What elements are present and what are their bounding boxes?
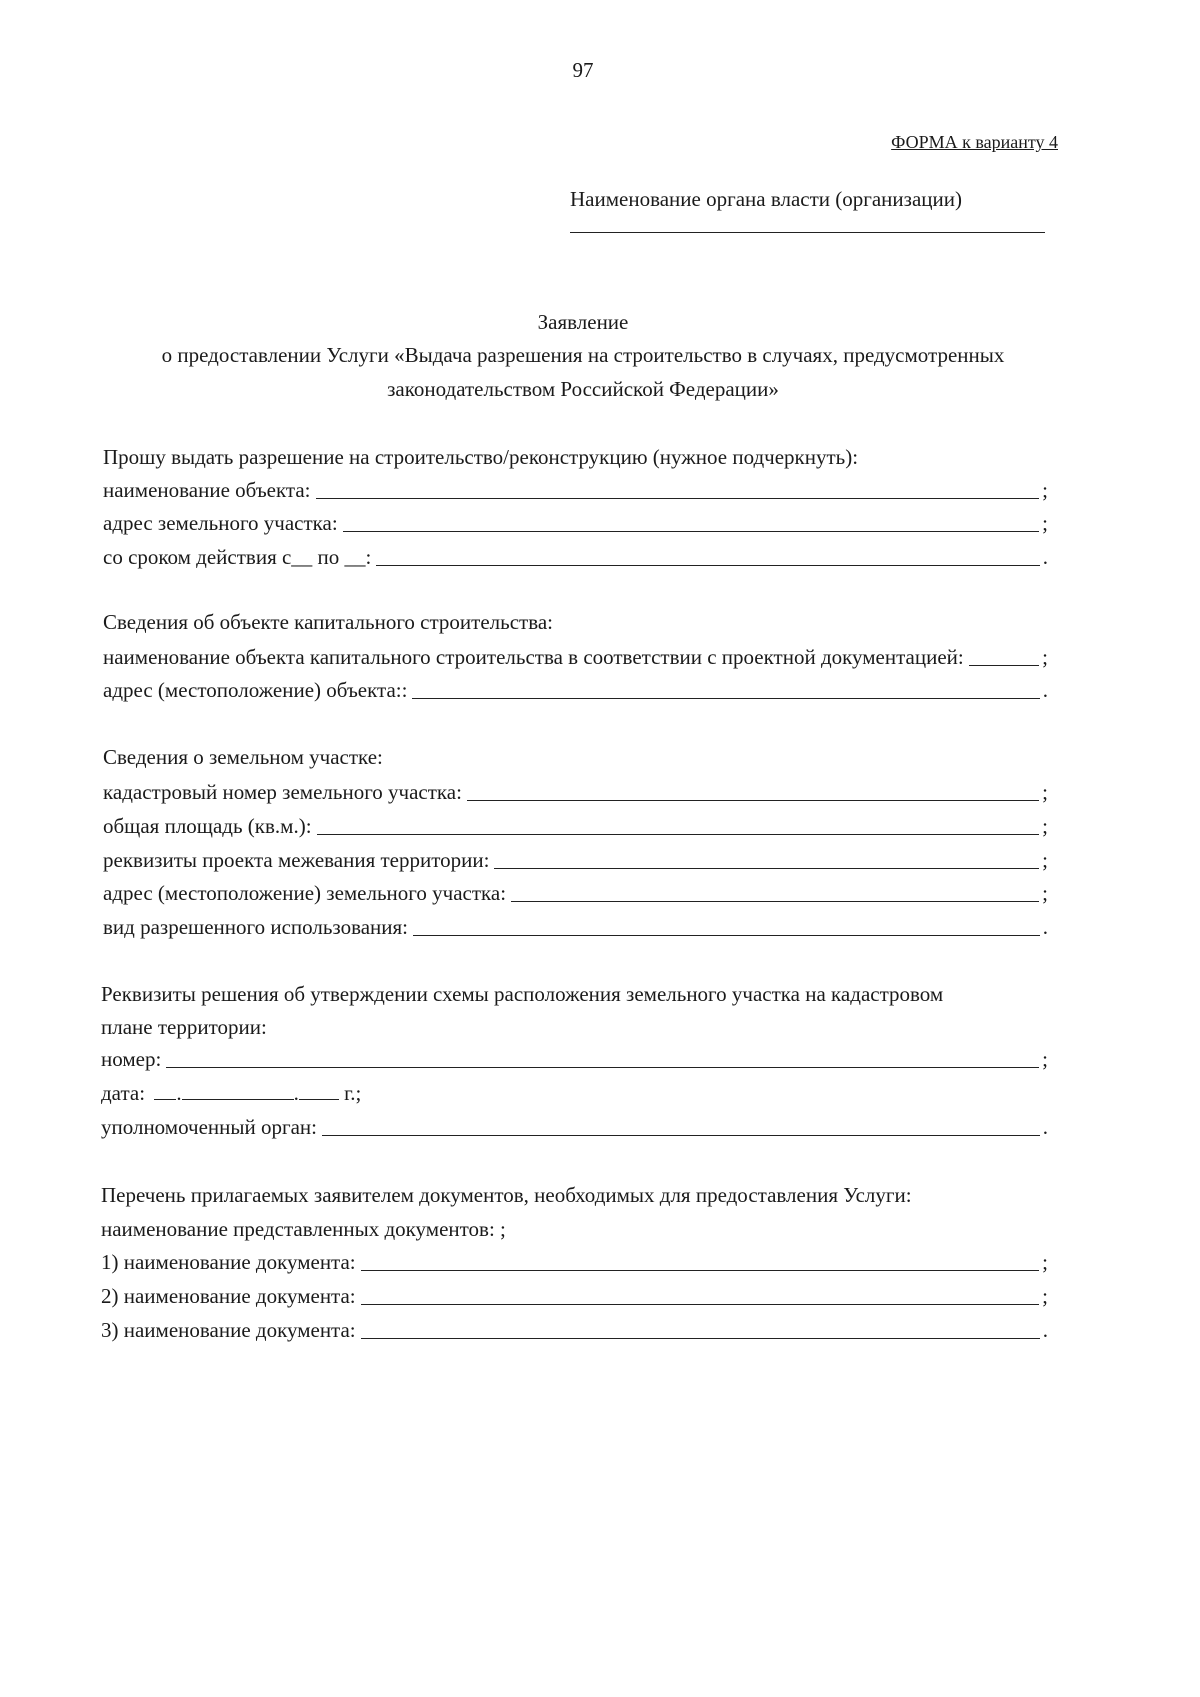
field-terminator: ; — [1042, 511, 1048, 535]
field-label: наименование объекта капитального строительства в соответствии с проектной документацией: — [103, 645, 964, 669]
layout-decision-heading-line-1: Реквизиты решения об утверждении схемы расположения земельного участка на кадастровом — [101, 982, 944, 1006]
capital-object-heading: Сведения об объекте капитального строительства: — [103, 610, 554, 634]
field-terminator: ; — [1042, 780, 1048, 804]
request-heading: Прошу выдать разрешение на строительство/реконструкцию (нужное подчеркнуть): — [103, 445, 859, 469]
field-label: со сроком действия с__ по __: — [103, 545, 372, 569]
document-3-input[interactable] — [361, 1318, 1040, 1339]
field-document-2 — [101, 1282, 1048, 1310]
date-separator: . — [176, 1081, 182, 1105]
date-month-input[interactable] — [182, 1081, 294, 1100]
form-variant-label: ФОРМА к варианту 4 — [891, 132, 1058, 152]
date-day-input[interactable] — [154, 1081, 176, 1100]
document-title: Заявление — [537, 310, 629, 334]
field-authorized-body — [101, 1113, 1048, 1141]
field-object-name — [103, 476, 1048, 504]
land-plot-location-input[interactable] — [511, 881, 1039, 902]
document-subtitle-line-1: о предоставлении Услуги «Выдача разрешения на строительство в случаях, предусмотренных — [161, 343, 1005, 367]
document-2-input[interactable] — [361, 1284, 1040, 1305]
date-suffix: г.; — [344, 1081, 362, 1105]
field-label: общая площадь (кв.м.): — [103, 814, 312, 838]
field-label: дата: — [101, 1081, 146, 1105]
documents-heading: Перечень прилагаемых заявителем документов, необходимых для предоставления Услуги: — [101, 1183, 912, 1207]
document-1-input[interactable] — [361, 1250, 1040, 1271]
field-terminator: ; — [1042, 645, 1048, 669]
field-decision-number — [101, 1045, 1048, 1073]
field-terminator: ; — [1042, 1047, 1048, 1071]
field-terminator: . — [1042, 678, 1048, 702]
field-terminator: ; — [1042, 848, 1048, 872]
validity-period-input[interactable] — [376, 545, 1039, 566]
capital-object-address-input[interactable] — [412, 678, 1039, 699]
field-label: адрес земельного участка: — [103, 511, 338, 535]
authority-name-input[interactable] — [570, 206, 1045, 233]
field-label: наименование объекта: — [103, 478, 311, 502]
capital-object-name-input[interactable] — [969, 645, 1039, 666]
field-terminator: ; — [1042, 478, 1048, 502]
field-label: 1) наименование документа: — [101, 1250, 356, 1274]
documents-subheading: наименование представленных документов: ; — [101, 1217, 506, 1241]
field-label: кадастровый номер земельного участка: — [103, 780, 462, 804]
field-land-plot-address — [103, 509, 1048, 537]
field-document-1 — [101, 1248, 1048, 1276]
field-terminator: ; — [1042, 814, 1048, 838]
object-name-input[interactable] — [316, 478, 1040, 499]
field-terminator: ; — [1042, 1284, 1048, 1308]
authorized-body-input[interactable] — [322, 1115, 1040, 1136]
land-plot-heading: Сведения о земельном участке: — [103, 745, 383, 769]
field-label: 2) наименование документа: — [101, 1284, 356, 1308]
cadastral-number-input[interactable] — [467, 780, 1039, 801]
field-label: адрес (местоположение) объекта:: — [103, 678, 408, 702]
field-label: реквизиты проекта межевания территории: — [103, 848, 490, 872]
page-number: 97 — [572, 58, 594, 82]
field-label: 3) наименование документа: — [101, 1318, 356, 1342]
field-terminator: . — [1042, 1318, 1048, 1342]
field-cadastral-number — [103, 778, 1048, 806]
authority-label: Наименование органа власти (организации) — [570, 187, 962, 211]
field-land-plot-location — [103, 879, 1048, 907]
field-terminator: . — [1042, 915, 1048, 939]
total-area-input[interactable] — [317, 814, 1040, 835]
field-decision-date — [101, 1079, 361, 1107]
field-terminator: ; — [1042, 1250, 1048, 1274]
field-validity-period — [103, 543, 1048, 571]
field-label: адрес (местоположение) земельного участка: — [103, 881, 507, 905]
layout-decision-heading-line-2: плане территории: — [101, 1015, 267, 1039]
date-year-input[interactable] — [299, 1081, 339, 1100]
field-terminator: ; — [1042, 881, 1048, 905]
field-total-area — [103, 812, 1048, 840]
field-terminator: . — [1042, 545, 1048, 569]
field-capital-object-address — [103, 676, 1048, 704]
field-capital-object-name — [103, 643, 1048, 671]
survey-project-details-input[interactable] — [494, 848, 1039, 869]
date-separator: . — [293, 1081, 299, 1105]
land-plot-address-input[interactable] — [343, 511, 1039, 532]
field-permitted-use — [103, 913, 1048, 941]
permitted-use-input[interactable] — [413, 915, 1040, 936]
field-label: вид разрешенного использования: — [103, 915, 409, 939]
field-document-3 — [101, 1316, 1048, 1344]
field-label: уполномоченный орган: — [101, 1115, 317, 1139]
decision-number-input[interactable] — [166, 1047, 1039, 1068]
field-label: номер: — [101, 1047, 162, 1071]
document-subtitle-line-2: законодательством Российской Федерации» — [387, 377, 779, 401]
field-terminator: . — [1042, 1115, 1048, 1139]
field-survey-project-details — [103, 846, 1048, 874]
